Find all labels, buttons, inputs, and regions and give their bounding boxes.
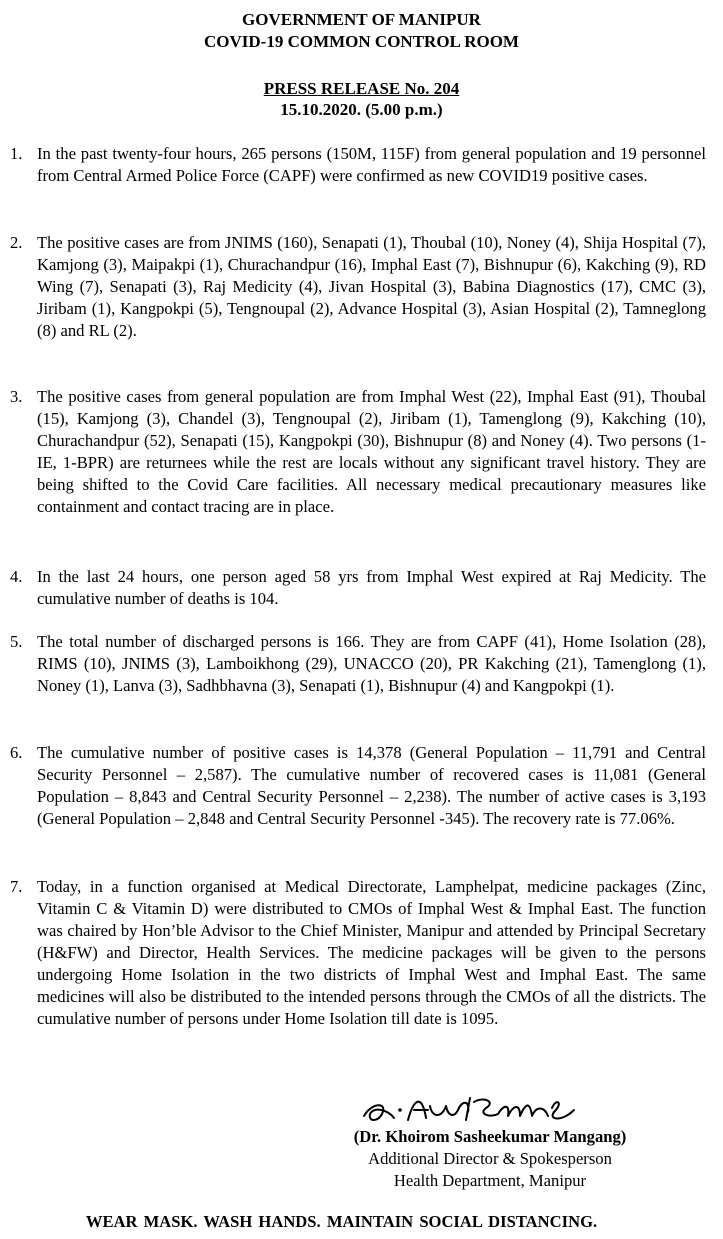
list-item: [10, 742, 706, 830]
list-item: [10, 631, 706, 697]
press-release-title: PRESS RELEASE No. 204: [263, 79, 460, 98]
item-number: 1.: [10, 144, 23, 163]
item-text: The positive cases are from JNIMS (160), Senapati (1), Thoubal (10), Noney (4), Shija Hospital (7), Kamjong (3), Maipakpi (1), Churachandpur (16), Imphal East (7), Bishnupur (6), Kakching (9), RD Wing (7), Senapati (3), Raj Medicity (4), Jivan Hospital (3), Babina Diagnostics (17), CMC (3), Jiribam (1), Kangpokpi (5), Tengnoupal (2), Advance Hospital (3), Asian Hospital (2), Tamneglong (8) and RL (2).: [37, 233, 706, 340]
item-text: In the past twenty-four hours, 265 persons (150M, 115F) from general population and 19 personnel from Central Armed Police Force (CAPF) were confirmed as new COVID19 positive cases.: [37, 144, 706, 185]
header-control-room: COVID-19 COMMON CONTROL ROOM: [204, 32, 519, 51]
signatory-role: Additional Director & Spokesperson: [368, 1149, 612, 1168]
item-number: 3.: [10, 387, 23, 406]
item-text: In the last 24 hours, one person aged 58 yrs from Imphal West expired at Raj Medicity. The cumulative number of deaths is 104.: [37, 567, 706, 608]
signatory-name: (Dr. Khoirom Sasheekumar Mangang): [353, 1127, 627, 1146]
item-text: The total number of discharged persons is 166. They are from CAPF (41), Home Isolation (28), RIMS (10), JNIMS (3), Lamboikhong (29), UNACCO (20), PR Kakching (21), Tamenglong (1), Noney (1), Lanva (3), Sadhbhavna (3), Senapati (1), Bishnupur (4) and Kangpokpi (1).: [37, 632, 706, 695]
list-item: [10, 566, 706, 610]
item-number: 5.: [10, 632, 23, 651]
list-item: [10, 876, 706, 1030]
footer-slogan: WEAR MASK. WASH HANDS. MAINTAIN SOCIAL DISTANCING.: [85, 1212, 598, 1231]
signature-image: [358, 1088, 588, 1128]
signatory-department: Health Department, Manipur: [393, 1171, 587, 1190]
press-release-date: 15.10.2020. (5.00 p.m.): [280, 100, 443, 119]
item-number: 6.: [10, 743, 23, 762]
list-item: [10, 143, 706, 187]
list-item: [10, 386, 706, 518]
item-text: The cumulative number of positive cases is 14,378 (General Population – 11,791 and Central Security Personnel – 2,587). The cumulative number of recovered cases is 11,081 (General Population – 8,843 and Central Security Personnel – 2,238). The number of active cases is 3,193 (General Population – 2,848 and Central Security Personnel -345). The recovery rate is 77.06%.: [37, 743, 706, 828]
item-text: Today, in a function organised at Medical Directorate, Lamphelpat, medicine packages (Zinc, Vitamin C & Vitamin D) were distributed to CMOs of Imphal West & Imphal East. The function was chaired by Hon’ble Advisor to the Chief Minister, Manipur and attended by Principal Secretary (H&FW) and Director, Health Services. The medicine packages will be given to the persons undergoing Home Isolation in the two districts of Imphal West and Imphal East. The same medicines will also be distributed to the intended persons through the CMOs of all the districts. The cumulative number of persons under Home Isolation till date is 1095.: [37, 877, 706, 1028]
item-number: 7.: [10, 877, 23, 896]
item-text: The positive cases from general population are from Imphal West (22), Imphal East (91), Thoubal (15), Kamjong (3), Chandel (3), Tengnoupal (2), Jiribam (1), Tamenglong (9), Kakching (10), Churachandpur (52), Senapati (15), Kangpokpi (30), Bishnupur (8) and Noney (4). Two persons (1-IE, 1-BPR) are returnees while the rest are locals without any significant travel history. They are being shifted to the Covid Care facilities. All necessary medical precautionary measures like containment and contact tracing are in place.: [37, 387, 706, 516]
list-item: [10, 232, 706, 342]
item-number: 4.: [10, 567, 23, 586]
header-government: GOVERNMENT OF MANIPUR: [242, 10, 481, 29]
item-number: 2.: [10, 233, 23, 252]
